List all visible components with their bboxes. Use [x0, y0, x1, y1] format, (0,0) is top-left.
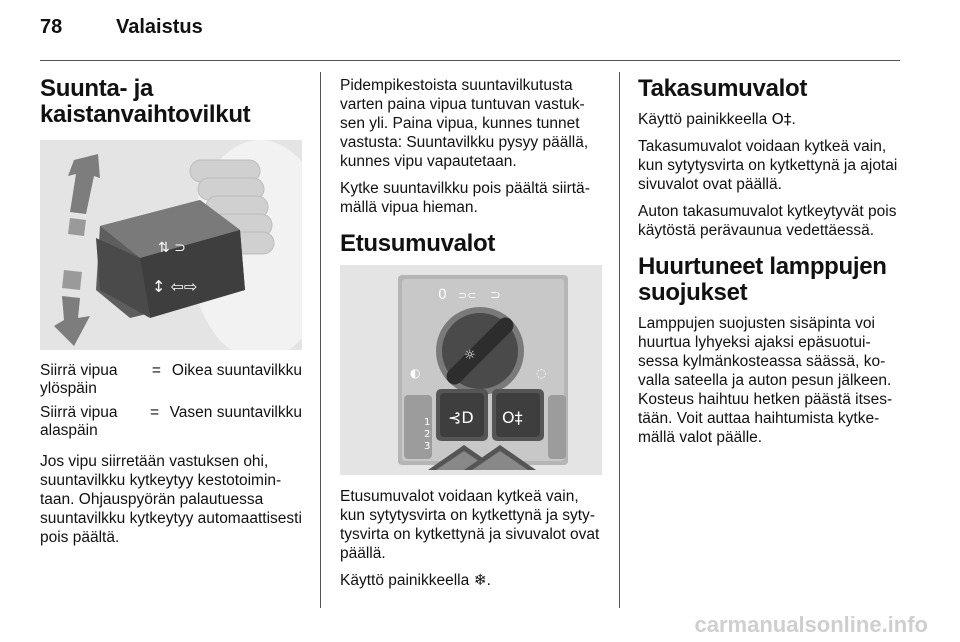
column-2: [340, 76, 602, 598]
legend-equals: =: [149, 404, 160, 421]
section-heading-rear-fog: Takasumuvalot: [638, 75, 808, 102]
legend-key: Siirrä vipua alaspäin: [40, 404, 118, 439]
paragraph-text: Käyttö painikkeella: [340, 572, 474, 589]
paragraph-text: .: [791, 111, 796, 128]
legend-value: Vasen suuntavilkku: [169, 404, 302, 421]
fog-light-switch-illustration: [340, 265, 602, 475]
section-heading-front-fog: Etusumuvalot: [340, 230, 496, 257]
svg-text:⊃⊂: ⊃⊂: [458, 289, 477, 302]
column-divider-1: [320, 72, 321, 608]
column-3: [638, 76, 900, 455]
paragraph: Auton takasumuvalot kytkeytyvät pois käytöstä perävaunua vedettäessä.: [638, 203, 897, 239]
svg-text:◐: ◐: [410, 366, 421, 380]
page-number: 78: [40, 16, 63, 38]
paragraph-text: Käyttö painikkeella: [638, 111, 772, 128]
svg-text:⊃: ⊃: [490, 288, 501, 303]
turn-signal-lever-illustration: [40, 140, 302, 350]
legend-row-up: [40, 362, 302, 398]
chapter-title: Valaistus: [116, 16, 203, 38]
lever-legend: [40, 362, 302, 440]
header-rule: [40, 60, 900, 61]
svg-text:◌: ◌: [536, 366, 547, 380]
paragraph: Kytke suuntavilkku pois päältä siirtämällä vipua hieman.: [340, 180, 590, 216]
legend-key: Siirrä vipua ylöspäin: [40, 362, 118, 397]
legend-value: Oikea suuntavilkku: [171, 362, 302, 379]
paragraph: Lamppujen suojusten sisäpinta voi huurtua lyhyeksi ajaksi epäsuotuisessa kylmänkosteassa säässä, kovalla sateella ja auton pesun jälkeen. Kosteus haihtuu hetken päästä itsestään. Voit auttaa haihtumista kytkemällä valot päälle.: [638, 315, 893, 446]
paragraph-text: .: [486, 572, 491, 589]
rear-fog-icon: O‡: [771, 110, 792, 128]
legend-row-down: [40, 404, 302, 440]
front-fog-icon: ❄: [473, 571, 487, 589]
paragraph: [638, 110, 900, 129]
section-heading-misted-lamps: Huurtuneet lamppujen suojukset: [638, 253, 887, 306]
paragraph: Etusumuvalot voidaan kytkeä vain, kun sytytysvirta on kytkettynä ja sytytysvirta on kytkettynä ja sivuvalot ovat päällä.: [340, 488, 600, 562]
svg-text:☼: ☼: [464, 348, 476, 363]
switch-label-0: 0: [438, 287, 447, 303]
svg-text:⇅ ⊃: ⇅ ⊃: [158, 240, 186, 256]
paragraph: [340, 571, 602, 590]
paragraph: Pidempikestoista suuntavilkutusta varten paina vipua tuntuvan vastuksen yli. Paina vipua, kunnes tunnet vastusta: Suuntavilkku pysyy päällä, kunnes vipu vapautetaan.: [340, 77, 589, 170]
watermark: carmanualsonline.info: [694, 612, 928, 637]
column-divider-2: [619, 72, 620, 608]
svg-text:↕ ⇦⇨: ↕ ⇦⇨: [152, 277, 198, 296]
paragraph: Takasumuvalot voidaan kytkeä vain, kun sytytysvirta on kytkettynä ja ajotai sivuvalot ovat päällä.: [638, 138, 898, 193]
switch-label-1: 1: [424, 417, 431, 428]
legend-equals: =: [151, 362, 161, 379]
paragraph: Jos vipu siirretään vastuksen ohi, suuntavilkku kytkeytyy kestotoimintaan. Ohjauspyörän palautuessa suuntavilkku kytkeytyy automaattisesti pois päältä.: [40, 453, 302, 546]
svg-text:⊰D: ⊰D: [448, 408, 474, 427]
svg-text:O‡: O‡: [502, 408, 523, 427]
section-heading-turn-signals: Suunta- ja kaistanvaihtovilkut: [40, 75, 251, 128]
switch-label-2: 2: [424, 429, 431, 440]
switch-label-3: 3: [424, 441, 431, 452]
column-1: [40, 76, 302, 555]
